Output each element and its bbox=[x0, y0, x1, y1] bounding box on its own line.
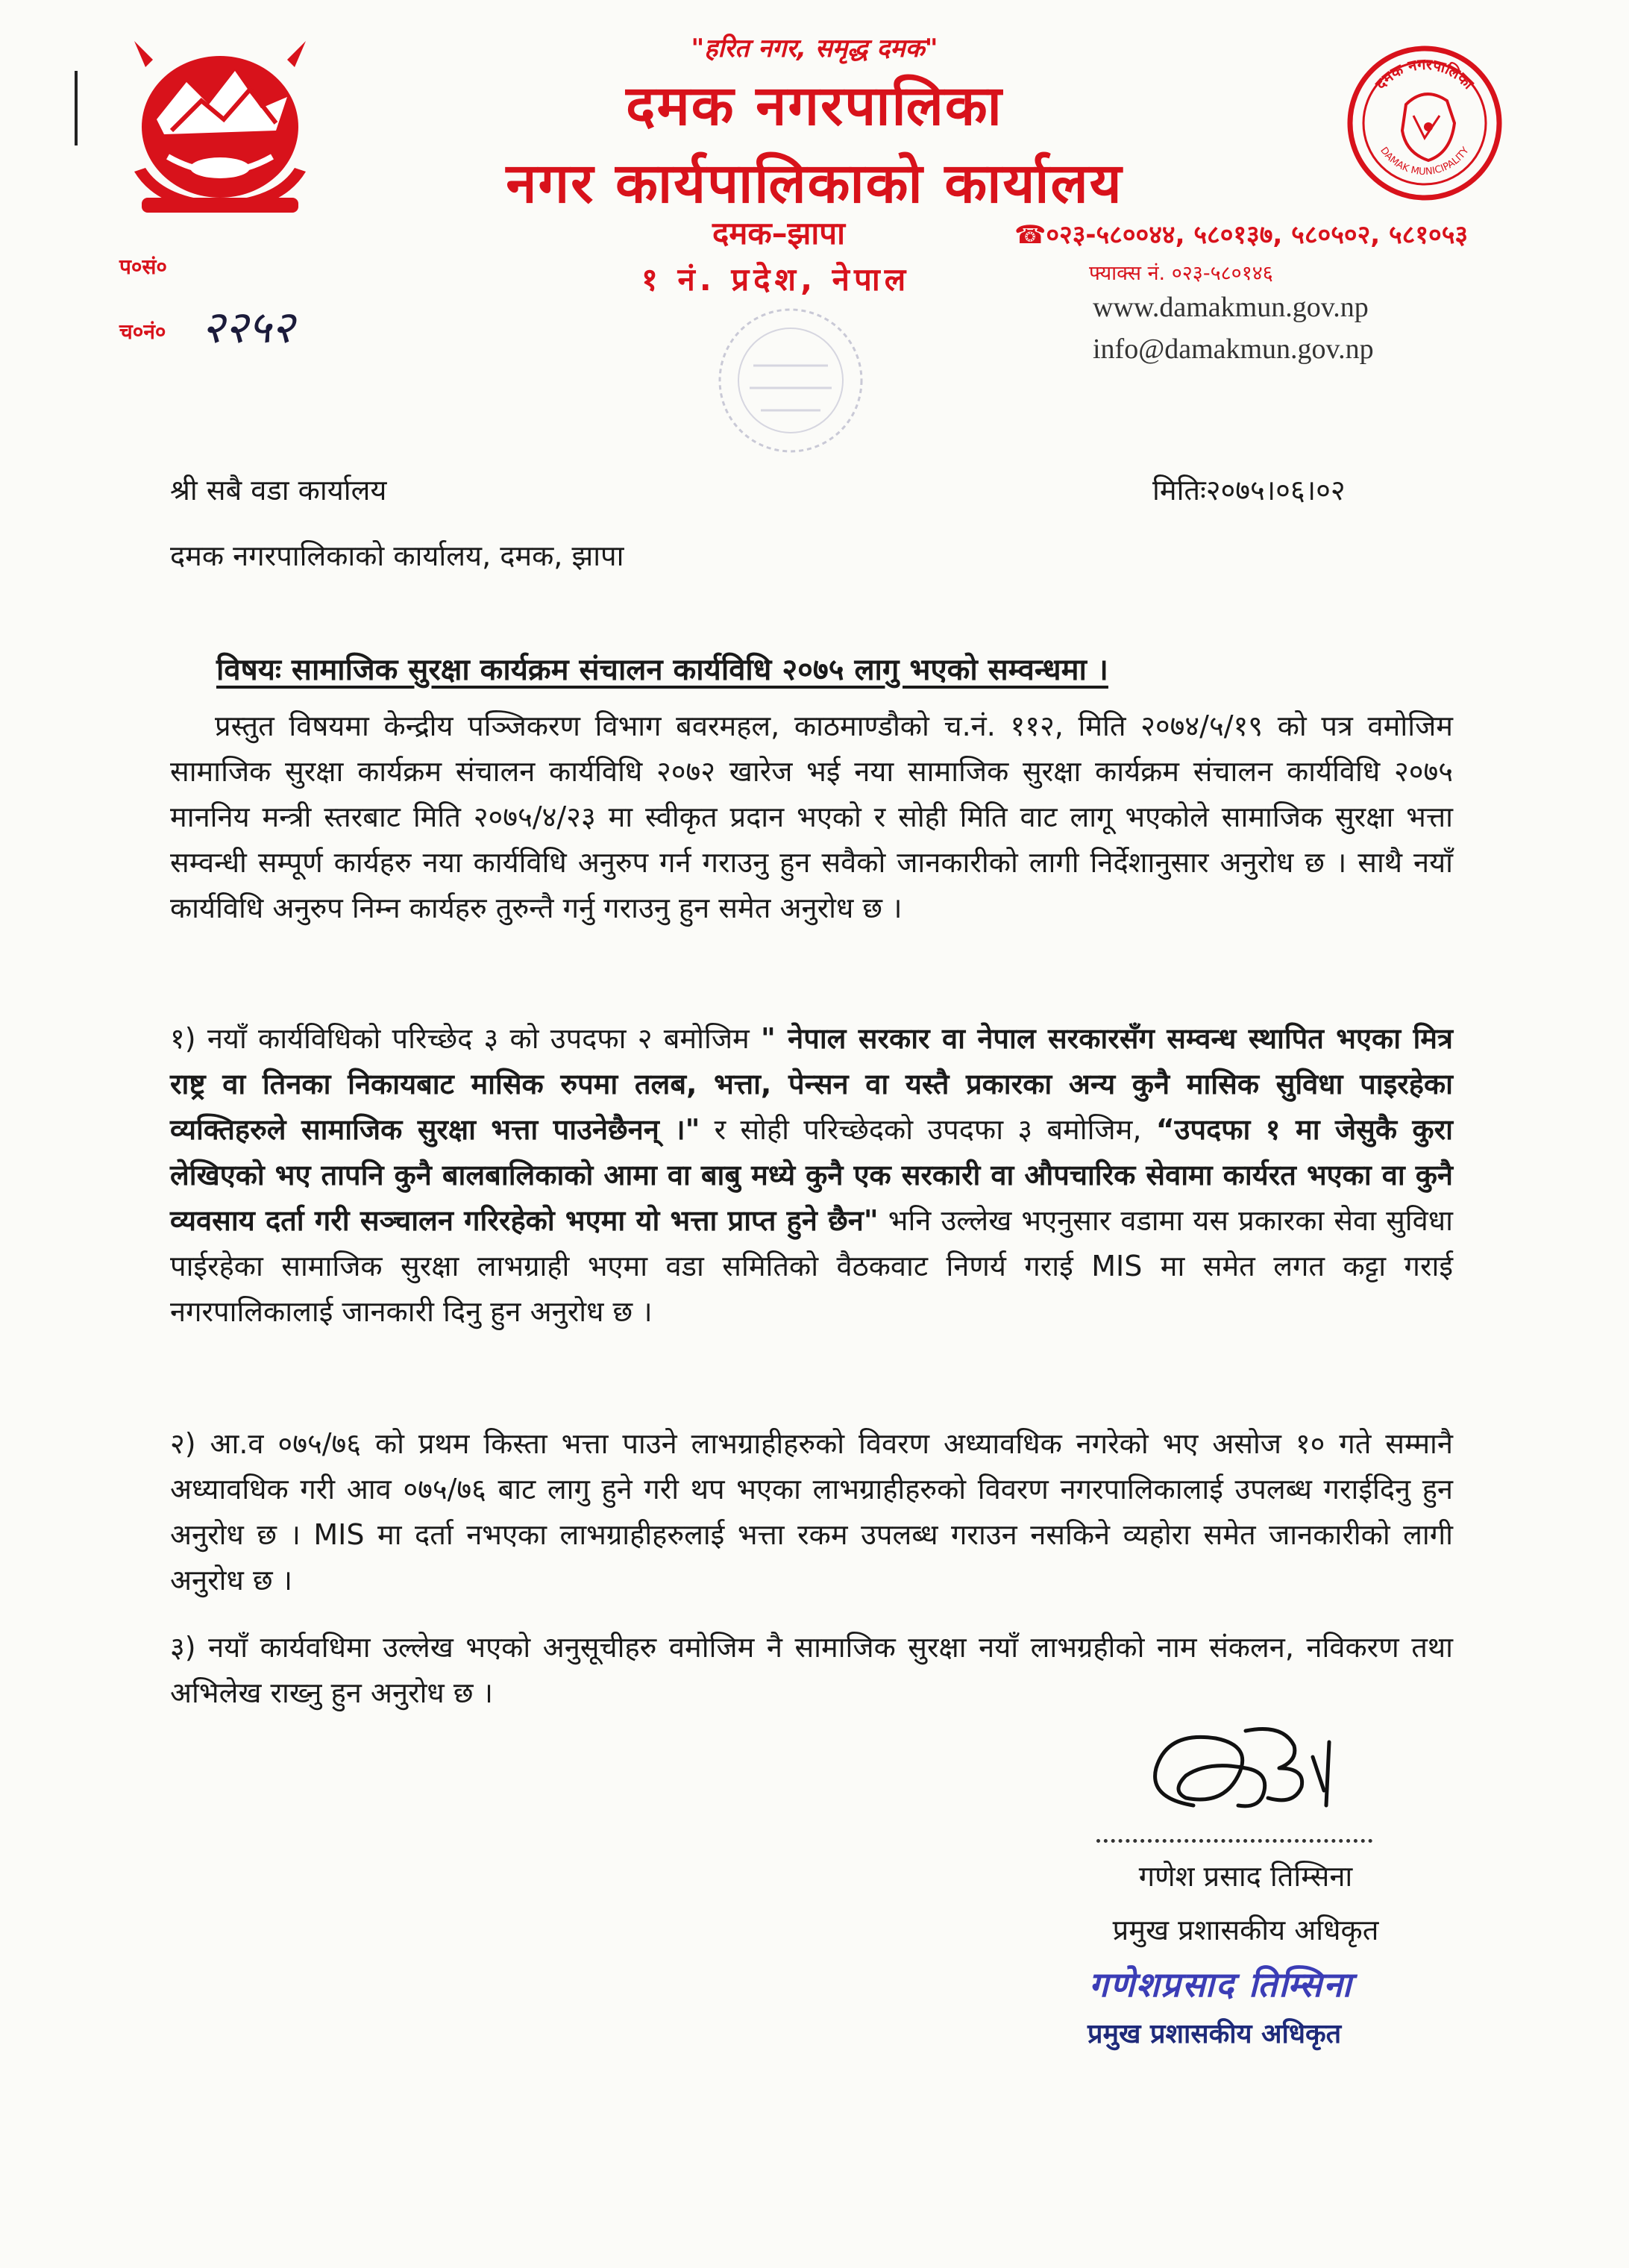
email-link[interactable]: info@damakmun.gov.np bbox=[1093, 333, 1374, 365]
recipient-address: दमक नगरपालिकाको कार्यालय, दमक, झापा bbox=[170, 539, 624, 572]
seal-text: दमक नगरपालिका bbox=[1371, 54, 1478, 93]
point-3: ३) नयाँ कार्यवधिमा उल्लेख भएको अनुसूचीहरु वमोजिम नै सामाजिक सुरक्षा नयाँ लाभग्रहीको नाम संकलन, नविकरण तथा अभिलेख राख्नु हुन अनुरोध छ । bbox=[170, 1631, 1453, 1709]
point-1-quote-1: " नेपाल सरकार वा नेपाल सरकारसँग सम्वन्ध स्थापित भएका मित्र राष्ट्र वा तिनका निकायबाट मासिक रुपमा तलब, भत्ता, पेन्सन वा यस्तै प्रकारका अन्य कुनै मासिक सुविधा पाइरहेका व्यक्तिहरुले सामाजिक सुरक्षा भत्ता पाउनेछैनन् ।" bbox=[170, 1022, 1453, 1146]
slogan: "हरित नगर, समृद्ध दमक" bbox=[691, 34, 938, 63]
letter-date: मितिः२०७५।०६।०२ bbox=[1152, 474, 1346, 507]
point-1-text-2: र सोही परिच्छेदको उपदफा ३ बमोजिम, bbox=[700, 1113, 1156, 1146]
municipality-name: दमक नगरपालिका bbox=[626, 74, 1003, 138]
dispatch-number: २२५२ bbox=[201, 301, 295, 354]
seal-text-en: DAMAK MUNICIPALITY bbox=[1378, 145, 1472, 178]
point-2: २) आ.व ०७५/७६ को प्रथम किस्ता भत्ता पाउने लाभग्राहीहरुको विवरण अध्यावधिक नगरेको भए असोज १० गते सम्मानै अध्यावधिक गरी आव ०७५/७६ बाट लागु हुने गरी थप भएका लाभग्राहीहरुको विवरण नगरपालिकालाई उपलब्ध गराईदिनु हुन अनुरोध छ । MIS मा दर्ता नभएका लाभग्राहीहरुलाई भत्ता रकम उपलब्ध गराउन नसकिने व्यहोरा समेत जानकारीको लागी अनुरोध छ । bbox=[170, 1427, 1453, 1597]
fax-number: फ्याक्स नं. ०२३-५८०१४६ bbox=[1089, 262, 1273, 285]
intro-paragraph: प्रस्तुत विषयमा केन्द्रीय पञ्जिकरण विभाग बवरमहल, काठमाण्डौको च.नं. ११२, मिति २०७४/५/१९ को पत्र वमोजिम सामाजिक सुरक्षा कार्यक्रम संचालन कार्यविधि २०७२ खारेज भई नया सामाजिक सुरक्षा कार्यक्रम संचालन कार्यविधि २०७५ माननिय मन्त्री स्तरबाट मिति २०७५/४/२३ मा स्वीकृत प्रदान भएको र सोही मिति वाट लागू भएकोले सामाजिक सुरक्षा भत्ता सम्वन्धी सम्पूर्ण कार्यहरु नया कार्यविधि अनुरुप गर्न गराउनु हुन सवैको जानकारीको लागी निर्देशानुसार अनुरोध छ । साथै नयाँ कार्यविधि अनुरुप निम्न कार्यहरु तुरुन्तै गर्नु गराउनु हुन समेत अनुरोध छ । bbox=[170, 709, 1453, 924]
city-district: दमक–झापा bbox=[712, 215, 846, 251]
handwritten-signature bbox=[1134, 1716, 1380, 1828]
office-name: नगर कार्यपालिकाको कार्यालय bbox=[506, 151, 1123, 216]
point-1-text: १) नयाँ कार्यविधिको परिच्छेद ३ को उपदफा २ बमोजिम bbox=[170, 1022, 761, 1055]
point-1-quote-2: “उपदफा १ मा जेसुकै कुरा लेखिएको भए तापनि कुनै बालबालिकाको आमा वा बाबु मध्ये कुनै एक सरकारी वा औपचारिक सेवामा कार्यरत भएका वा कुनै व्यवसाय दर्ता गरी सञ्चालन गरिरहेको भएमा यो भत्ता प्राप्त हुने छैन" bbox=[170, 1113, 1453, 1237]
reference-number-label: प०सं० bbox=[119, 254, 167, 279]
signer-title: प्रमुख प्रशासकीय अधिकृत bbox=[1112, 1914, 1379, 1946]
signature-line bbox=[1096, 1839, 1372, 1843]
title-stamp: प्रमुख प्रशासकीय अधिकृत bbox=[1087, 2019, 1342, 2049]
website-link[interactable]: www.damakmun.gov.np bbox=[1093, 292, 1369, 323]
faint-stamp-watermark bbox=[694, 291, 888, 477]
signer-name: गणेश प्रसाद तिम्सिना bbox=[1138, 1860, 1353, 1893]
recipient: श्री सबै वडा कार्यालय bbox=[170, 474, 387, 507]
name-stamp: गणेशप्रसाद तिम्सिना bbox=[1089, 1964, 1353, 2005]
subject-line: विषयः सामाजिक सुरक्षा कार्यक्रम संचालन कार्यविधि २०७५ लागु भएको सम्वन्धमा । bbox=[216, 653, 1108, 687]
point-1 bbox=[170, 1016, 1453, 1335]
dispatch-number-label: च०नं० bbox=[119, 319, 166, 344]
municipality-seal-logo bbox=[1343, 41, 1507, 205]
point-1-text-3: भनि उल्लेख भएनुसार वडामा यस प्रकारका सेवा सुविधा पाईरहेका सामाजिक सुरक्षा लाभग्राही भएमा वडा समितिको वैठकवाट निणर्य गराई MIS मा समेत लगत कट्टा गराई नगरपालिकालाई जानकारी दिनु हुन अनुरोध छ । bbox=[170, 1204, 1453, 1328]
svg-text:DAMAK MUNICIPALITY bbox=[1378, 145, 1472, 178]
phone-numbers: ☎०२३-५८००४४, ५८०१३७, ५८०५०२, ५८१०५३ bbox=[1014, 220, 1469, 250]
province-country: १ नं. प्रदेश, नेपाल bbox=[641, 261, 911, 298]
